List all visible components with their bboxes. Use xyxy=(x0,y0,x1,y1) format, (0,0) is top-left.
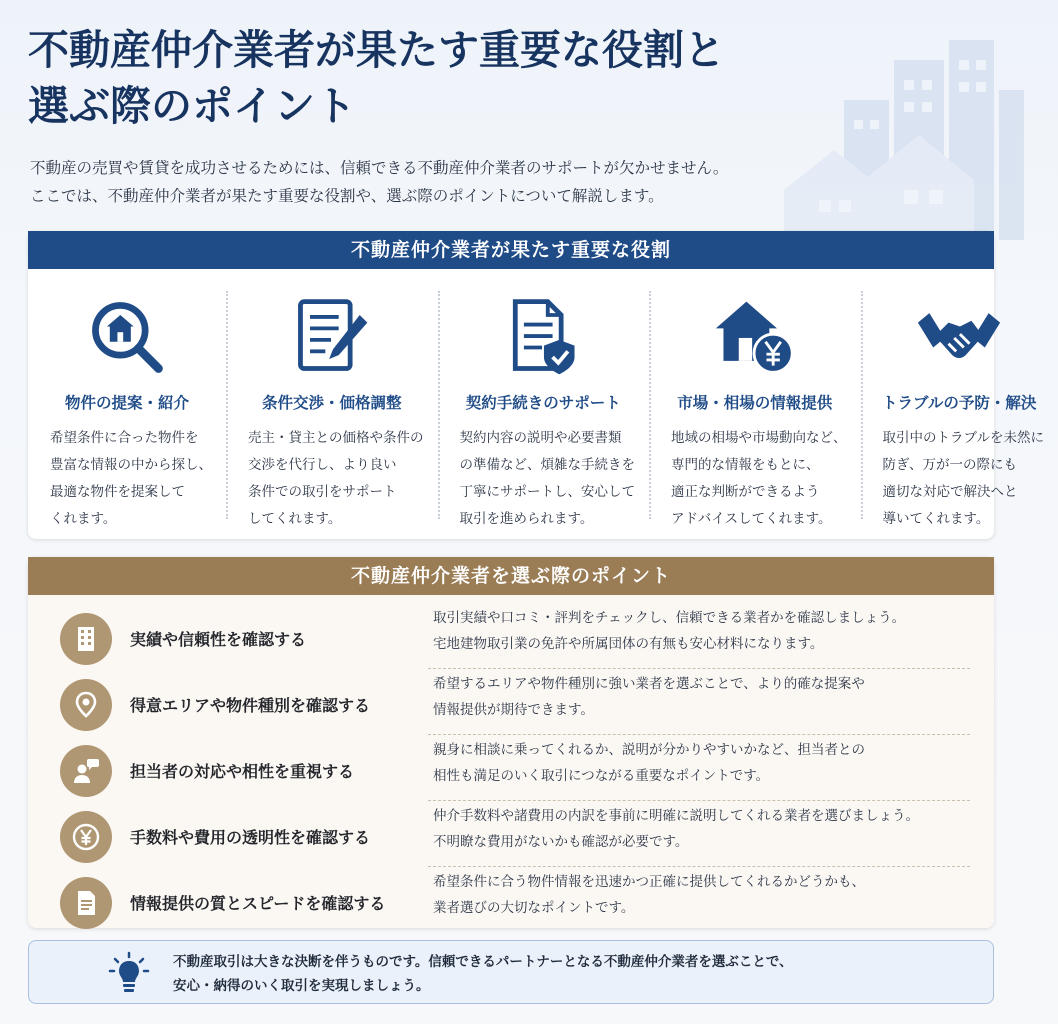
intro-text xyxy=(30,154,830,210)
point-row xyxy=(28,801,994,867)
role-title: 市場・相場の情報提供 xyxy=(677,394,833,412)
point-title: 得意エリアや物件種別を確認する xyxy=(130,696,371,715)
role-card-contract xyxy=(438,269,650,539)
role-line: 希望条件に合った物件を xyxy=(50,430,199,446)
note-line-1: 不動産取引は大きな決断を伴うものです。信頼できるパートナーとなる不動産仲介業者を選ぶことで、 xyxy=(173,954,793,970)
point-line: 希望するエリアや物件種別に強い業者を選ぶことで、より的確な提案や xyxy=(433,676,865,692)
role-line: 取引中のトラブルを未然に xyxy=(882,430,1044,446)
point-row xyxy=(28,669,994,735)
point-line: 不明瞭な費用がないかも確認が必要です。 xyxy=(433,834,689,850)
point-description xyxy=(433,605,905,657)
role-title: 契約手続きのサポート xyxy=(465,394,621,412)
roles-section xyxy=(28,231,1044,539)
points-heading: 不動産仲介業者を選ぶ際のポイント xyxy=(28,557,994,595)
role-line: 丁寧にサポートし、安心して xyxy=(459,484,635,500)
page-title xyxy=(28,22,808,134)
title-line-1: 不動産仲介業者が果たす重要な役割と xyxy=(28,26,725,74)
point-description xyxy=(433,737,865,789)
role-line: 適正な判断ができるよう xyxy=(671,484,820,500)
point-row xyxy=(28,603,994,669)
role-line: 適切な対応で解決へと xyxy=(882,484,1018,500)
role-line: 条件での取引をサポート xyxy=(248,484,397,500)
point-line: 相性も満足のいく取引につながる重要なポイントです。 xyxy=(433,768,770,784)
point-line: 親身に相談に乗ってくれるか、説明が分かりやすいかなど、担当者との xyxy=(433,742,865,758)
role-line: 取引を進められます。 xyxy=(459,511,594,527)
role-line: の準備など、煩雑な手続きを xyxy=(459,457,635,473)
role-description xyxy=(663,425,847,533)
building-icon xyxy=(60,613,112,665)
role-line: 最適な物件を提案して xyxy=(50,484,185,500)
lightbulb-icon xyxy=(107,951,151,995)
role-line: 交渉を代行し、より良い xyxy=(248,457,397,473)
point-title: 担当者の対応や相性を重視する xyxy=(130,762,355,781)
note-line-2: 安心・納得のいく取引を実現しましょう。 xyxy=(173,978,430,994)
house-search-icon xyxy=(42,291,212,383)
point-description xyxy=(433,671,865,723)
role-line: アドバイスしてくれます。 xyxy=(671,511,832,527)
title-line-2: 選ぶ際のポイント xyxy=(28,82,356,130)
point-line: 業者選びの大切なポイントです。 xyxy=(433,900,635,916)
point-row xyxy=(28,867,994,933)
role-line: 専門的な情報をもとに、 xyxy=(671,457,820,473)
point-line: 情報提供が期待できます。 xyxy=(433,702,594,718)
role-title: 物件の提案・紹介 xyxy=(64,394,189,412)
roles-heading: 不動産仲介業者が果たす重要な役割 xyxy=(28,231,994,269)
point-title: 手数料や費用の透明性を確認する xyxy=(130,828,371,847)
role-card-market-info xyxy=(649,269,861,539)
intro-line-1: 不動産の売買や賃貸を成功させるためには、信頼できる不動産仲介業者のサポートが欠かせません。 xyxy=(30,159,729,177)
role-description xyxy=(452,425,636,533)
role-line: してくれます。 xyxy=(248,511,342,527)
role-description xyxy=(42,425,212,533)
point-title: 実績や信頼性を確認する xyxy=(130,630,307,649)
role-line: 防ぎ、万が一の際にも xyxy=(882,457,1017,473)
map-pin-icon xyxy=(60,679,112,731)
role-line: 地域の相場や市場動向など、 xyxy=(671,430,847,446)
contract-shield-icon xyxy=(452,291,636,383)
point-line: 取引実績や口コミ・評判をチェックし、信頼できる業者かを確認しましょう。 xyxy=(433,610,906,626)
role-line: 売主・貸主との価格や条件の xyxy=(248,430,424,446)
role-description xyxy=(240,425,424,533)
intro-line-2: ここでは、不動産仲介業者が果たす重要な役割や、選ぶ際のポイントについて解説します。 xyxy=(30,187,664,205)
point-line: 宅地建物取引業の免許や所属団体の有無も安心材料になります。 xyxy=(433,636,824,652)
point-description xyxy=(433,803,919,855)
role-card-trouble xyxy=(861,269,1058,539)
role-card-proposal xyxy=(28,269,226,539)
role-title: 条件交渉・価格調整 xyxy=(261,394,402,412)
points-section xyxy=(28,557,994,928)
role-line: 導いてくれます。 xyxy=(882,511,990,527)
role-card-negotiation xyxy=(226,269,438,539)
document-icon xyxy=(60,877,112,929)
person-chat-icon xyxy=(60,745,112,797)
role-line: 契約内容の説明や必要書類 xyxy=(459,430,622,446)
point-line: 希望条件に合う物件情報を迅速かつ正確に提供してくれるかどうかも、 xyxy=(433,874,865,890)
role-description xyxy=(875,425,1044,533)
document-pen-icon xyxy=(240,291,424,383)
point-line: 仲介手数料や諸費用の内訳を事前に明確に説明してくれる業者を選びましょう。 xyxy=(433,808,919,824)
role-line: くれます。 xyxy=(50,511,117,527)
role-line: 豊富な情報の中から探し、 xyxy=(50,457,212,473)
house-yen-icon xyxy=(663,291,847,383)
summary-note xyxy=(28,940,994,1004)
role-title: トラブルの予防・解決 xyxy=(882,394,1037,412)
yen-coin-icon xyxy=(60,811,112,863)
point-row xyxy=(28,735,994,801)
point-description xyxy=(433,869,865,921)
point-title: 情報提供の質とスピードを確認する xyxy=(130,894,386,913)
note-text xyxy=(173,950,793,998)
handshake-icon xyxy=(875,291,1044,383)
